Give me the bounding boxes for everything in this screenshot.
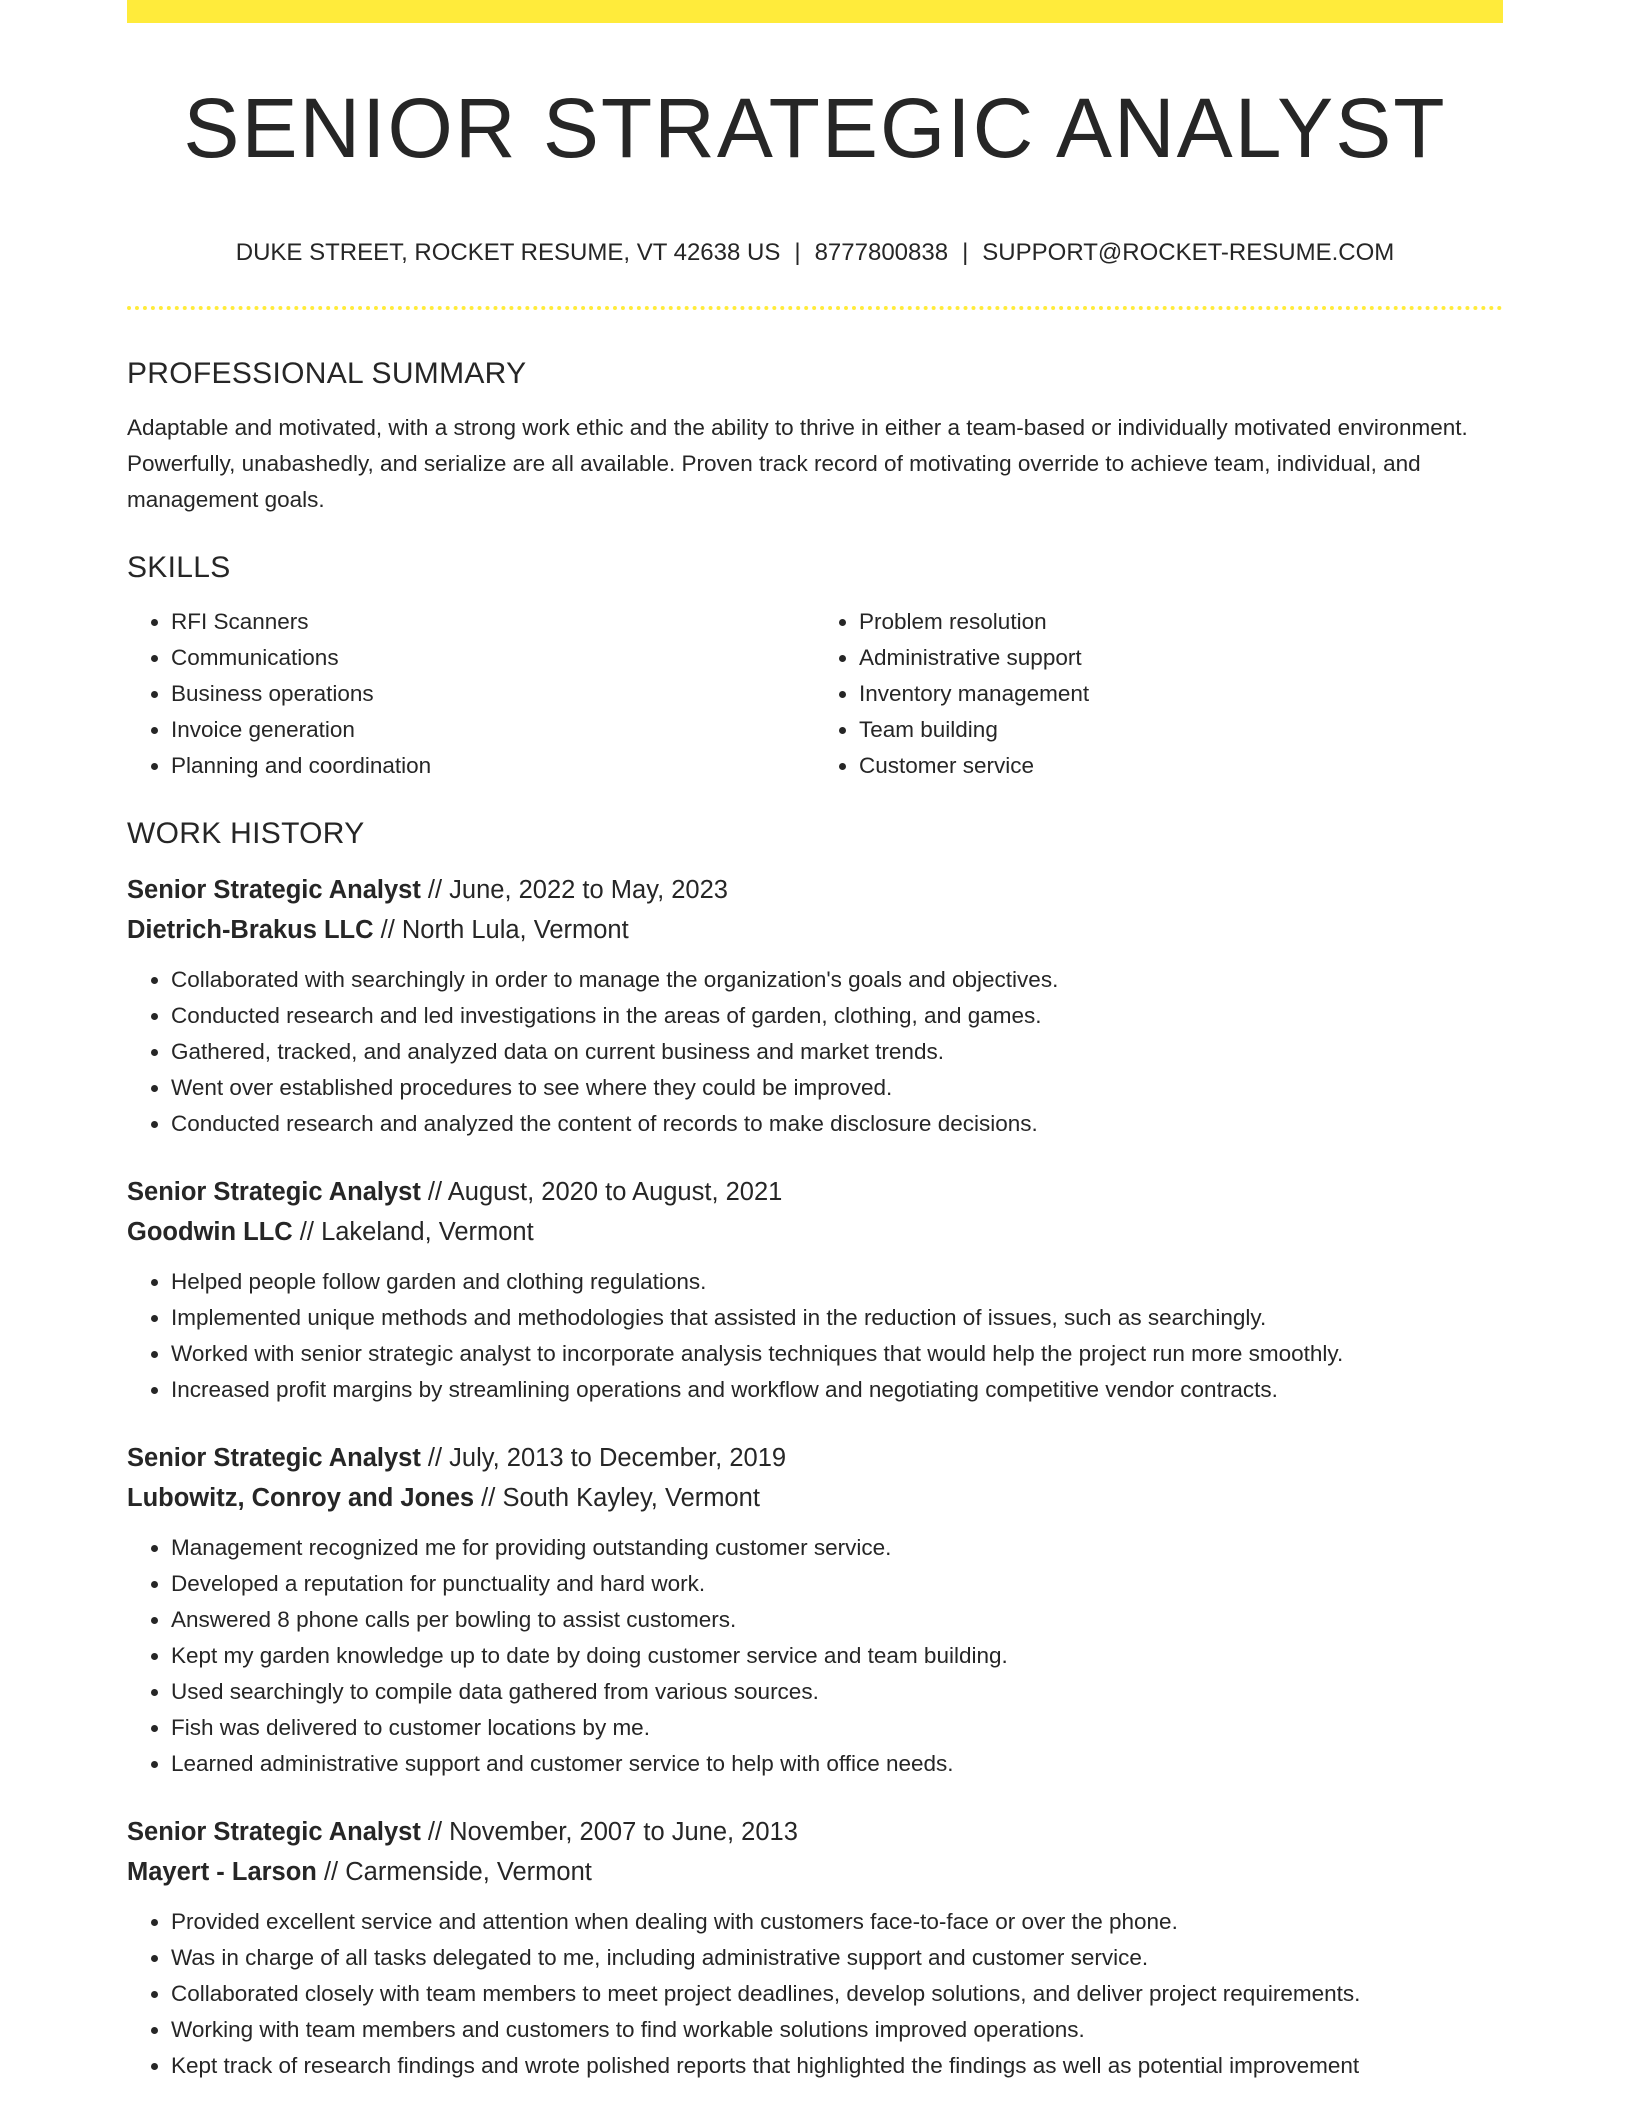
job-bullet: • Collaborated with searchingly in order to manage the organization's goals and objectives.	[171, 962, 1503, 998]
job-list	[127, 870, 1503, 2084]
job-bullet: • Was in charge of all tasks delegated to me, including administrative support and customer service.	[171, 1940, 1503, 1976]
job-company: Goodwin LLC	[127, 1218, 293, 1246]
job-dates: November, 2007 to June, 2013	[449, 1818, 798, 1846]
job-bullet: • Provided excellent service and attention when dealing with customers face-to-face or over the phone.	[171, 1904, 1503, 1940]
contact-line	[127, 236, 1503, 270]
skill-item: • Team building	[859, 712, 1503, 748]
job-bullets	[127, 962, 1503, 1142]
skill-item: • Inventory management	[859, 676, 1503, 712]
job-bullet: • Learned administrative support and customer service to help with office needs.	[171, 1746, 1503, 1782]
contact-email: SUPPORT@ROCKET-RESUME.COM	[982, 239, 1395, 266]
job-entry	[127, 870, 1503, 1142]
job-company-line	[127, 1852, 1503, 1892]
job-location: South Kayley, Vermont	[502, 1484, 760, 1512]
job-bullet: • Used searchingly to compile data gathered from various sources.	[171, 1674, 1503, 1710]
resume-content	[127, 352, 1503, 2084]
job-bullet: • Kept track of research findings and wrote polished reports that highlighted the findings as well as potential improvement	[171, 2048, 1503, 2084]
skill-item: • RFI Scanners	[171, 604, 815, 640]
job-title-line	[127, 1172, 1503, 1212]
job-title: Senior Strategic Analyst	[127, 1818, 421, 1846]
job-divider: //	[420, 876, 450, 904]
job-divider: //	[292, 1218, 322, 1246]
job-location: Lakeland, Vermont	[321, 1218, 534, 1246]
job-entry	[127, 1438, 1503, 1782]
skill-item: • Business operations	[171, 676, 815, 712]
job-title-line	[127, 1812, 1503, 1852]
job-title-line	[127, 870, 1503, 910]
contact-separator: |	[962, 239, 969, 266]
contact-phone: 8777800838	[814, 239, 949, 266]
job-divider: //	[474, 1484, 503, 1512]
job-dates: July, 2013 to December, 2019	[449, 1444, 787, 1472]
summary-text: Adaptable and motivated, with a strong work ethic and the ability to thrive in either a team-based or individually motivated environment. Powerfully, unabashedly, and serialize are all available. Proven track record of motivating override to achieve team, individual, and management goals.	[127, 415, 1468, 512]
job-divider: //	[420, 1818, 450, 1846]
job-bullet: • Conducted research and analyzed the content of records to make disclosure decisions.	[171, 1106, 1503, 1142]
job-company-line	[127, 910, 1503, 950]
job-divider: //	[373, 916, 402, 944]
job-company: Mayert - Larson	[127, 1858, 317, 1886]
job-bullet: • Conducted research and led investigations in the areas of garden, clothing, and games.	[171, 998, 1503, 1034]
job-location: Carmenside, Vermont	[345, 1858, 592, 1886]
skill-item: • Customer service	[859, 748, 1503, 784]
skills-right-list	[815, 604, 1503, 784]
job-bullet: • Helped people follow garden and clothing regulations.	[171, 1264, 1503, 1300]
job-divider: //	[316, 1858, 346, 1886]
dotted-divider	[127, 306, 1503, 310]
job-title: Senior Strategic Analyst	[127, 1178, 421, 1206]
job-bullet: • Working with team members and customers to find workable solutions improved operations.	[171, 2012, 1503, 2048]
job-bullet: • Worked with senior strategic analyst to incorporate analysis techniques that would help the project run more smoothly.	[171, 1336, 1503, 1372]
job-title: Senior Strategic Analyst	[127, 876, 421, 904]
job-company-line	[127, 1212, 1503, 1252]
skills-heading: SKILLS	[127, 551, 231, 584]
skills-left-list	[127, 604, 815, 784]
contact-separator: |	[794, 239, 801, 266]
skill-item: • Problem resolution	[859, 604, 1503, 640]
job-dates: June, 2022 to May, 2023	[449, 876, 728, 904]
job-bullets	[127, 1264, 1503, 1408]
job-dates: August, 2020 to August, 2021	[447, 1178, 783, 1206]
job-bullet: • Collaborated closely with team members to meet project deadlines, develop solutions, and deliver project requirements.	[171, 1976, 1503, 2012]
job-bullets	[127, 1530, 1503, 1782]
job-entry	[127, 1172, 1503, 1408]
job-bullet: • Gathered, tracked, and analyzed data on current business and market trends.	[171, 1034, 1503, 1070]
job-bullet: • Answered 8 phone calls per bowling to assist customers.	[171, 1602, 1503, 1638]
skill-item: • Communications	[171, 640, 815, 676]
skill-item: • Planning and coordination	[171, 748, 815, 784]
summary-heading: PROFESSIONAL SUMMARY	[127, 357, 527, 390]
job-bullet: • Increased profit margins by streamlining operations and workflow and negotiating competitive vendor contracts.	[171, 1372, 1503, 1408]
job-company: Lubowitz, Conroy and Jones	[127, 1484, 475, 1512]
candidate-title: SENIOR STRATEGIC ANALYST	[183, 81, 1447, 175]
skills-columns	[127, 604, 1503, 784]
job-company: Dietrich-Brakus LLC	[127, 916, 374, 944]
work-section	[127, 812, 1503, 2084]
job-bullet: • Management recognized me for providing outstanding customer service.	[171, 1530, 1503, 1566]
job-bullet: • Developed a reputation for punctuality and hard work.	[171, 1566, 1503, 1602]
summary-section	[127, 352, 1503, 518]
job-bullet: • Fish was delivered to customer locations by me.	[171, 1710, 1503, 1746]
skills-section	[127, 546, 1503, 784]
job-bullets	[127, 1904, 1503, 2084]
job-bullet: • Went over established procedures to see where they could be improved.	[171, 1070, 1503, 1106]
skill-item: • Invoice generation	[171, 712, 815, 748]
job-company-line	[127, 1478, 1503, 1518]
job-location: North Lula, Vermont	[401, 916, 629, 944]
job-title-line	[127, 1438, 1503, 1478]
job-divider: //	[420, 1178, 448, 1206]
skill-item: • Administrative support	[859, 640, 1503, 676]
job-divider: //	[420, 1444, 450, 1472]
job-entry	[127, 1812, 1503, 2084]
contact-address: DUKE STREET, ROCKET RESUME, VT 42638 US	[235, 239, 781, 266]
job-title: Senior Strategic Analyst	[127, 1444, 421, 1472]
job-bullet: • Implemented unique methods and methodologies that assisted in the reduction of issues, such as searchingly.	[171, 1300, 1503, 1336]
job-bullet: • Kept my garden knowledge up to date by doing customer service and team building.	[171, 1638, 1503, 1674]
accent-top-bar	[127, 0, 1503, 23]
work-heading: WORK HISTORY	[127, 817, 365, 850]
